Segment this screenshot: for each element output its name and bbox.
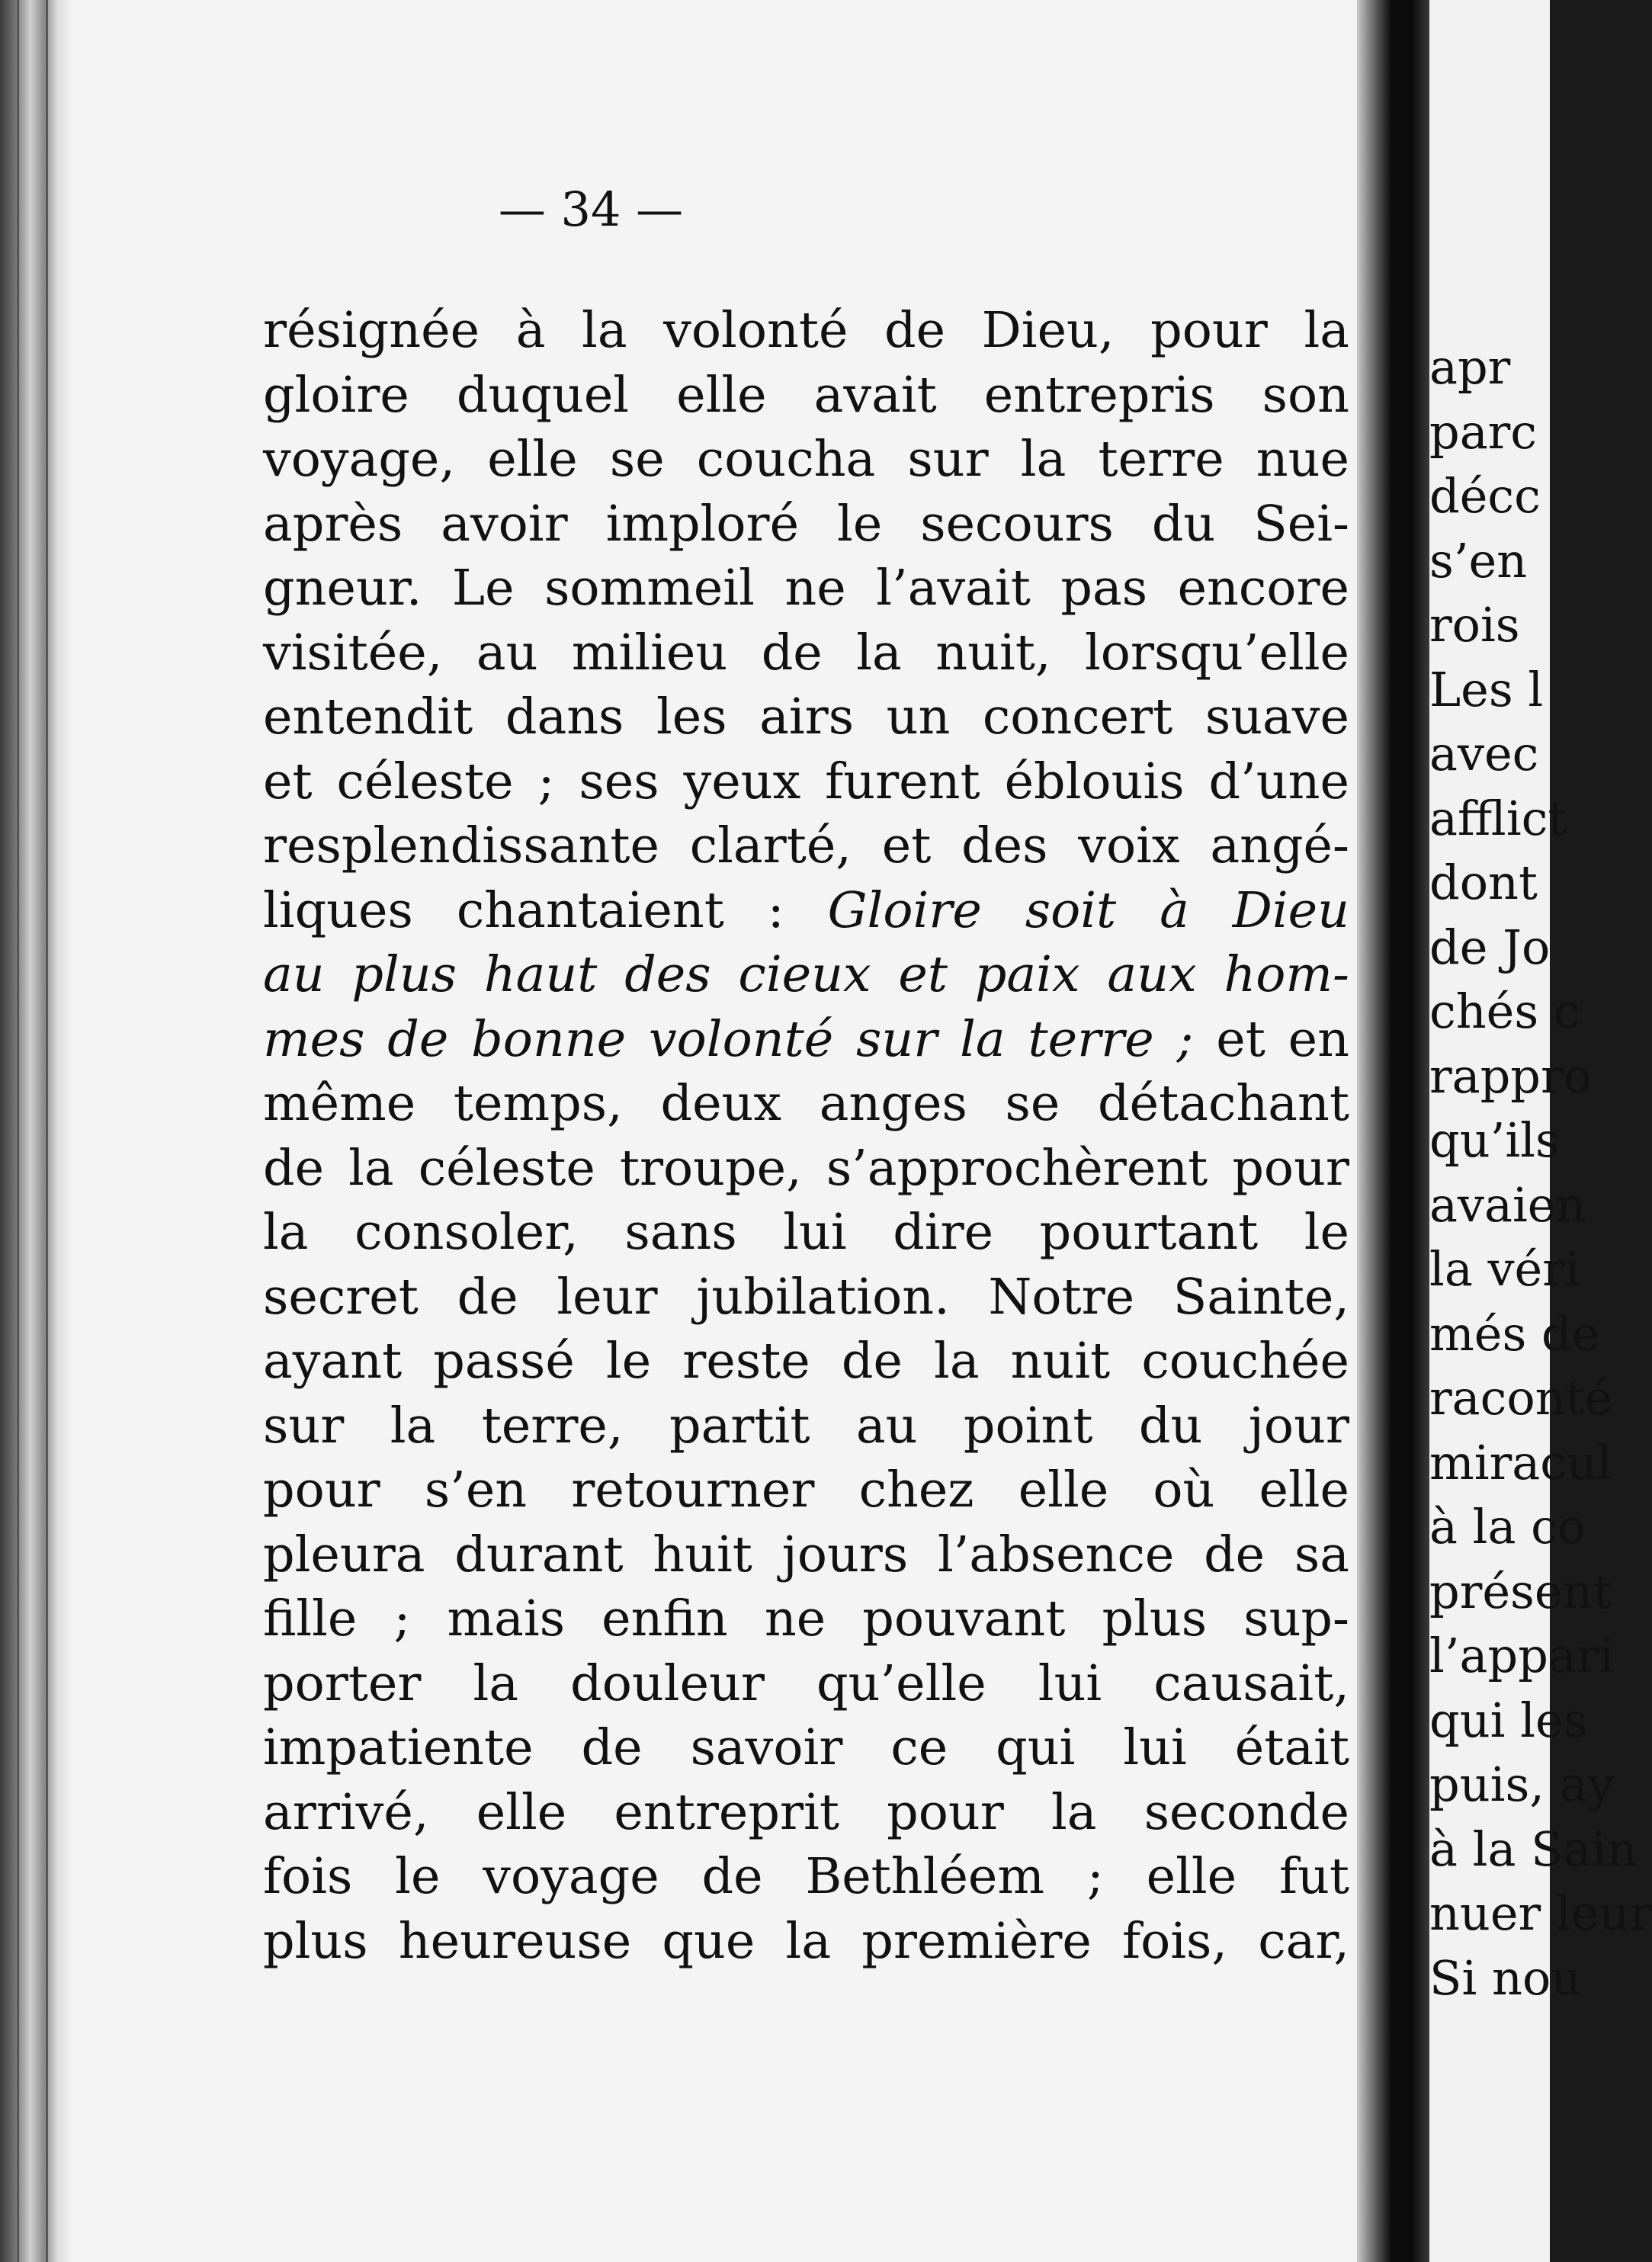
right-text-line: qu’ils <box>1429 1112 1560 1168</box>
right-text-line: avec <box>1429 726 1539 781</box>
text-line: même temps, deux anges se détachant <box>263 1075 1349 1132</box>
right-text-line: miracul <box>1429 1434 1612 1490</box>
text-line: fois le voyage de Bethléem ; elle fut <box>263 1848 1349 1905</box>
text-line: résignée à la volonté de Dieu, pour la <box>263 302 1349 359</box>
page-number: — 34 — <box>498 181 684 237</box>
right-text-line: présent <box>1429 1563 1612 1619</box>
text-line <box>263 1008 1349 1073</box>
text-line: plus heureuse que la première fois, car, <box>263 1912 1349 1970</box>
right-text-line: afflict <box>1429 790 1567 846</box>
right-text-line: raconté <box>1429 1370 1613 1426</box>
right-text-line: à la Sain <box>1429 1821 1638 1877</box>
right-text-line: Si nou <box>1429 1949 1582 2006</box>
right-text-line: parc <box>1429 403 1538 460</box>
text-line: visitée, au milieu de la nuit, lorsqu’elle <box>263 624 1349 682</box>
right-text-line: l’appari <box>1429 1628 1615 1683</box>
left-page <box>72 0 1395 2262</box>
right-text-line: chés c <box>1429 983 1580 1039</box>
text-line: et céleste ; ses yeux furent éblouis d’une <box>263 752 1349 810</box>
text-line: fille ; mais enfin ne pouvant plus sup- <box>263 1590 1349 1648</box>
edge-rule <box>46 0 48 2262</box>
right-page-fragment <box>1429 0 1652 2262</box>
text-line: la consoler, sans lui dire pourtant le <box>263 1204 1349 1261</box>
book-gutter <box>1357 0 1429 2262</box>
text-line: entendit dans les airs un concert suave <box>263 688 1349 746</box>
right-text-line: la véri <box>1429 1241 1580 1297</box>
text-line: arrivé, elle entreprit pour la seconde <box>263 1783 1349 1841</box>
edge-rule <box>17 0 19 2262</box>
left-page-edge <box>0 0 72 2262</box>
italic-quote: mes de bonne volonté sur la terre ; <box>263 1010 1194 1068</box>
text-line: après avoir imploré le secours du Sei- <box>263 495 1349 553</box>
text-line <box>263 879 1349 944</box>
text-line: voyage, elle se coucha sur la terre nue <box>263 431 1349 488</box>
right-page-text <box>1429 335 1652 2010</box>
right-text-line: rappro <box>1429 1048 1592 1104</box>
right-text-line: puis, ay <box>1429 1757 1615 1812</box>
right-text-line: qui les <box>1429 1692 1588 1748</box>
right-text-line: rois <box>1429 597 1520 653</box>
text-line: impatiente de savoir ce qui lui était <box>263 1719 1349 1776</box>
text-line: secret de leur jubilation. Notre Sainte, <box>263 1268 1349 1326</box>
text-line: pour s’en retourner chez elle où elle <box>263 1461 1349 1519</box>
text-line: gneur. Le sommeil ne l’avait pas encore <box>263 560 1349 617</box>
italic-quote: Gloire soit à Dieu <box>827 881 1349 939</box>
text-line: porter la douleur qu’elle lui causait, <box>263 1654 1349 1712</box>
right-text-line: més de <box>1429 1305 1600 1362</box>
text-segment: liques chantaient : <box>263 881 784 939</box>
right-text-line: Les l <box>1429 661 1544 717</box>
text-line: resplendissante clarté, et des voix angé- <box>263 817 1349 874</box>
body-text <box>263 299 1349 1974</box>
right-text-line: à la co <box>1429 1499 1586 1555</box>
right-text-line: s’en <box>1429 532 1528 589</box>
italic-quote-line: au plus haut des cieux et paix aux hom- <box>263 946 1349 1003</box>
text-line: gloire duquel elle avait entrepris son <box>263 366 1349 424</box>
right-text-line: décc <box>1429 468 1541 524</box>
right-text-line: avaien <box>1429 1176 1586 1233</box>
right-text-line: dont <box>1429 855 1538 910</box>
right-text-line: apr <box>1429 339 1511 395</box>
text-line: de la céleste troupe, s’approchèrent pour <box>263 1139 1349 1197</box>
text-line: pleura durant huit jours l’absence de sa <box>263 1526 1349 1583</box>
text-line: ayant passé le reste de la nuit couchée <box>263 1333 1349 1390</box>
text-line: sur la terre, partit au point du jour <box>263 1397 1349 1455</box>
right-text-line: de Jo <box>1429 919 1551 975</box>
text-segment: et en <box>1216 1010 1349 1068</box>
right-text-line: nuer leur <box>1429 1885 1652 1941</box>
